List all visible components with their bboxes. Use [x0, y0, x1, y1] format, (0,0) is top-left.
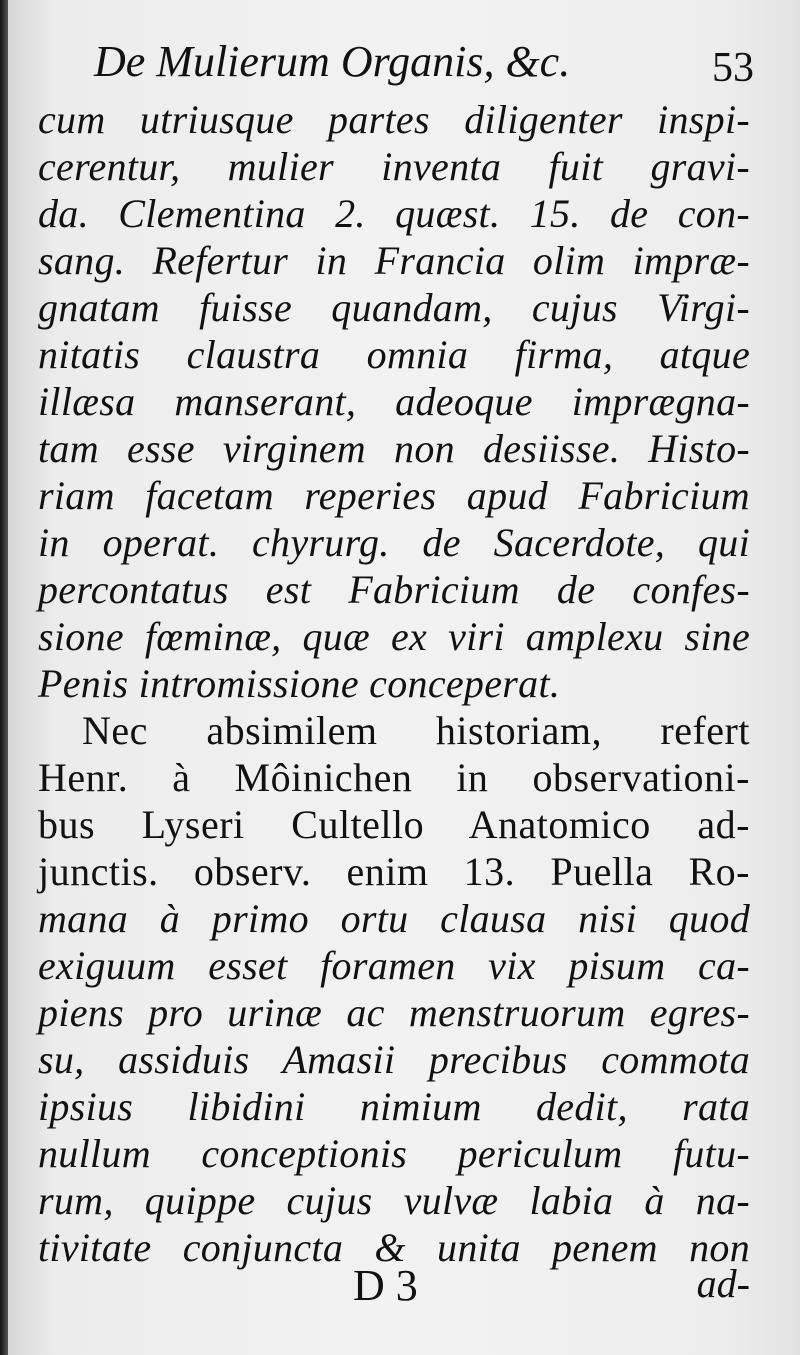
text-line: riam facetam reperies apud Fabricium: [38, 473, 750, 518]
text-line: tivitate conjuncta & unita penem non: [38, 1225, 750, 1270]
text-line: percontatus est Fabricium de confes-: [38, 567, 750, 612]
text-line: nitatis claustra omnia firma, atque: [38, 332, 750, 377]
text-line: gnatam fuisse quandam, cujus Virgi-: [38, 285, 750, 330]
text-line: rum, quippe cujus vulvæ labia à na-: [38, 1178, 750, 1223]
text-line: da. Clementina 2. quæst. 15. de con-: [38, 191, 750, 236]
text-line: su, assiduis Amasii precibus commota: [38, 1037, 750, 1082]
text-line: sione fœminæ, quæ ex viri amplexu sine: [38, 614, 750, 659]
text-line: Nec absimilem historiam, refert: [82, 708, 750, 753]
running-title: De Mulierum Organis, &c.: [94, 37, 571, 86]
text-line: cerentur, mulier inventa fuit gravi-: [38, 144, 750, 189]
book-gutter-edge: [0, 0, 8, 1355]
text-line: ipsius libidini nimium dedit, rata: [38, 1084, 750, 1129]
text-line: Henr. à Môinichen in observationi-: [38, 755, 750, 800]
book-page: [8, 0, 800, 1355]
text-line: bus Lyseri Cultello Anatomico ad-: [38, 802, 750, 847]
page-number: 53: [712, 45, 754, 91]
text-line: Penis intromissione conceperat.: [38, 661, 561, 706]
text-line: exiguum esset foramen vix pisum ca-: [38, 943, 750, 988]
page-header: [94, 36, 754, 96]
text-line: mana à primo ortu clausa nisi quod: [38, 896, 750, 941]
page-footer: [8, 1260, 800, 1320]
text-line: illæsa manserant, adeoque imprægna-: [38, 379, 750, 424]
text-line: tam esse virginem non desiisse. Histo-: [38, 426, 750, 471]
text-line: sang. Refertur in Francia olim impræ-: [38, 238, 750, 283]
text-line: nullum conceptionis periculum futu-: [38, 1131, 750, 1176]
text-line: piens pro urinæ ac menstruorum egres-: [38, 990, 750, 1035]
text-line: cum utriusque partes diligenter inspi-: [38, 97, 750, 142]
catchword: ad-: [696, 1261, 750, 1306]
signature-mark: D 3: [353, 1261, 418, 1310]
text-line: junctis. observ. enim 13. Puella Ro-: [38, 849, 750, 894]
text-line: in operat. chyrurg. de Sacerdote, qui: [38, 520, 750, 565]
